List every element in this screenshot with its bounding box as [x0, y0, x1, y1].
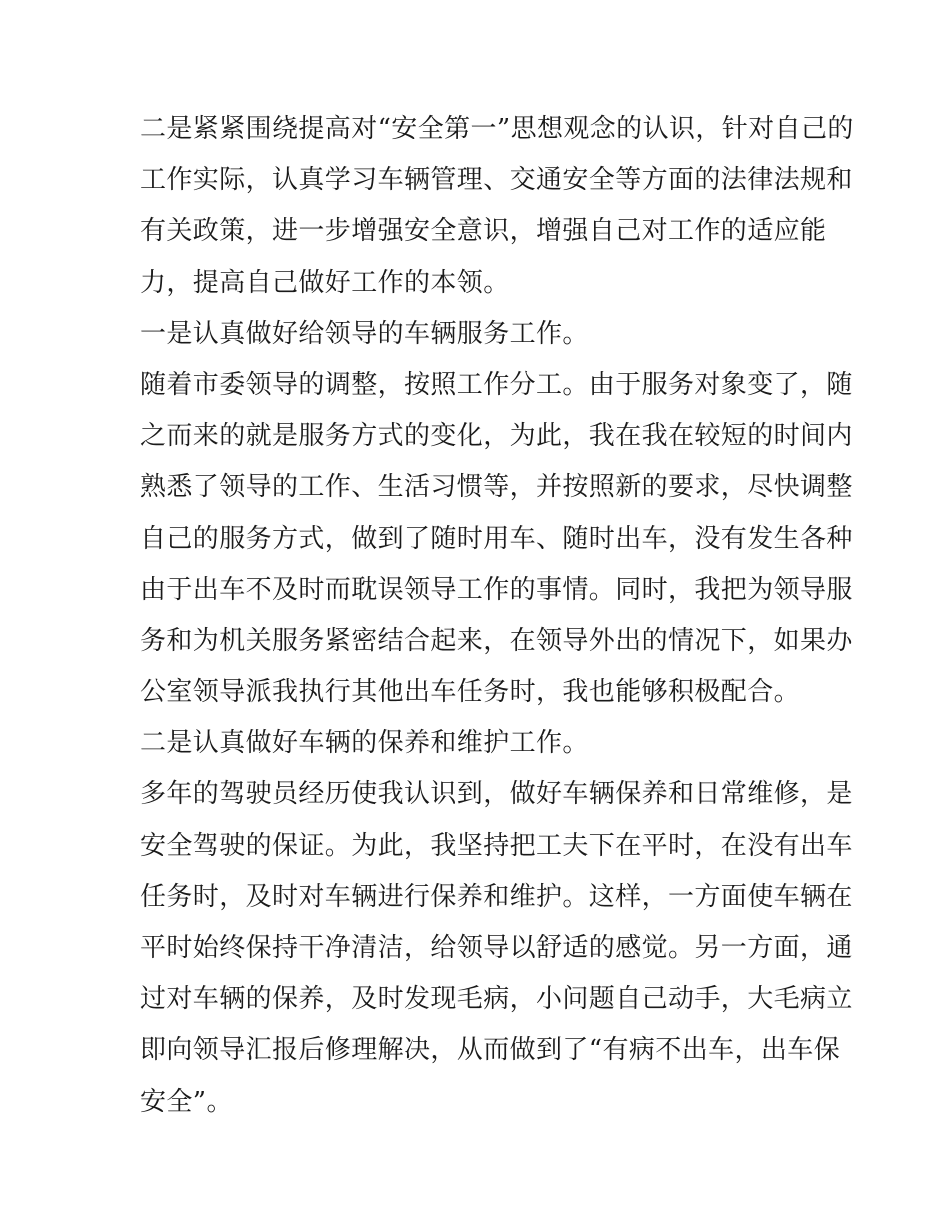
text-line: 有关政策，进一步增强安全意识，增强自己对工作的适应能	[140, 216, 827, 247]
text-line: 务和为机关服务紧密结合起来，在领导外出的情况下，如果办	[140, 625, 853, 656]
text-line: 平时始终保持干净清洁，给领导以舒适的感觉。另一方面，通	[140, 933, 853, 963]
text-line: 力，提高自己做好工作的本领。	[140, 267, 510, 298]
text-line: 随着市委领导的调整，按照工作分工。由于服务对象变了，随	[140, 369, 853, 400]
text-line: 过对车辆的保养，及时发现毛病，小问题自己动手，大毛病立	[140, 984, 853, 1015]
text-line: 二是紧紧围绕提高对“安全第一”思想观念的认识，针对自己的	[140, 114, 854, 144]
text-line: 一是认真做好给领导的车辆服务工作。	[140, 318, 589, 349]
text-line: 自己的服务方式，做到了随时用车、随时出车，没有发生各种	[140, 523, 853, 554]
heading-vehicle-maintenance	[140, 718, 820, 769]
paragraph-vehicle-service	[140, 360, 853, 718]
text-line: 任务时，及时对车辆进行保养和维护。这样，一方面使车辆在	[140, 881, 853, 912]
document-body	[140, 104, 854, 1128]
text-line: 熟悉了领导的工作、生活习惯等，并按照新的要求，尽快调整	[140, 472, 853, 503]
heading-vehicle-service	[140, 309, 820, 360]
text-line: 即向领导汇报后修理解决，从而做到了“有病不出车，出车保	[140, 1035, 841, 1066]
text-line: 安全驾驶的保证。为此，我坚持把工夫下在平时，在没有出车	[140, 830, 853, 861]
text-line: 多年的驾驶员经历使我认识到，做好车辆保养和日常维修，是	[140, 779, 853, 810]
text-line: 公室领导派我执行其他出车任务时，我也能够积极配合。	[140, 677, 801, 708]
text-line: 工作实际，认真学习车辆管理、交通安全等方面的法律法规和	[140, 165, 853, 196]
text-line: 二是认真做好车辆的保养和维护工作。	[140, 728, 589, 759]
text-line: 安全”。	[140, 1086, 233, 1117]
paragraph-safety-awareness	[140, 104, 854, 309]
paragraph-vehicle-maintenance	[140, 769, 853, 1127]
text-line: 由于出车不及时而耽误领导工作的事情。同时，我把为领导服	[140, 574, 853, 605]
text-line: 之而来的就是服务方式的变化，为此，我在我在较短的时间内	[140, 421, 853, 452]
